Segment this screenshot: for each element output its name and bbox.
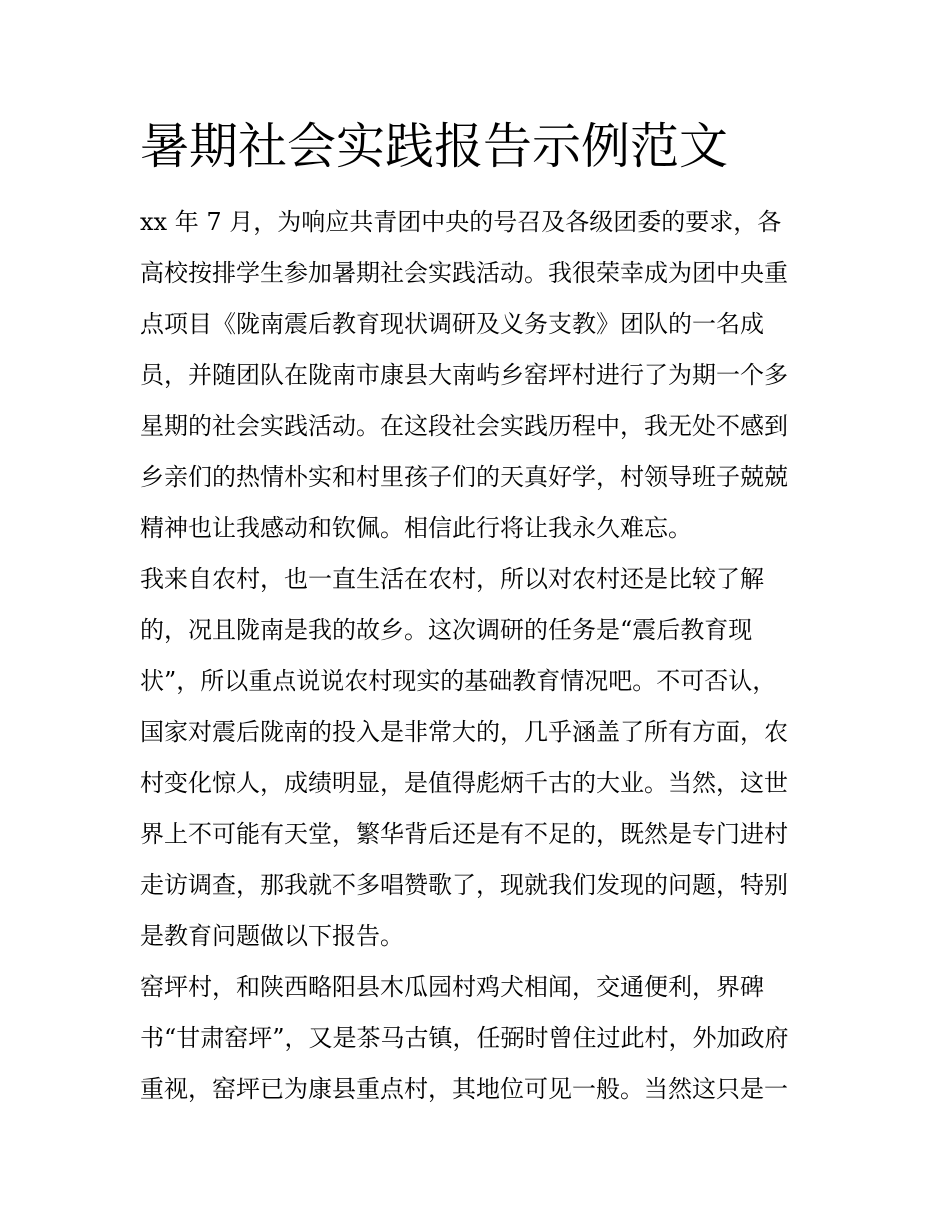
body-line: 书“甘肃窑坪”，又是茶马古镇，任弼时曾住过此村，外加政府 bbox=[140, 1024, 789, 1052]
body-line: 村变化惊人，成绩明显，是值得彪炳千古的大业。当然，这世 bbox=[140, 769, 788, 797]
body-line: 高校按排学生参加暑期社会实践活动。我很荣幸成为团中央重 bbox=[140, 259, 788, 287]
document-body bbox=[140, 197, 820, 1115]
document-title: 暑期社会实践报告示例范文 bbox=[140, 118, 729, 175]
body-line: 是教育问题做以下报告。 bbox=[140, 922, 404, 950]
body-line: 走访调查，那我就不多唱赞歌了，现就我们发现的问题，特别 bbox=[140, 871, 788, 899]
body-line: 乡亲们的热情朴实和村里孩子们的天真好学，村领导班子兢兢 bbox=[140, 463, 788, 491]
body-line: 我来自农村，也一直生活在农村，所以对农村还是比较了解 bbox=[140, 565, 764, 593]
body-line: 员，并随团队在陇南市康县大南屿乡窑坪村进行了为期一个多 bbox=[140, 361, 788, 389]
body-line: 的，况且陇南是我的故乡。这次调研的任务是“震后教育现 bbox=[140, 616, 753, 644]
body-line: 界上不可能有天堂，繁华背后还是有不足的，既然是专门进村 bbox=[140, 820, 788, 848]
body-line: 国家对震后陇南的投入是非常大的，几乎涵盖了所有方面，农 bbox=[140, 718, 788, 746]
body-line: 星期的社会实践活动。在这段社会实践历程中，我无处不感到 bbox=[140, 412, 788, 440]
body-line: 重视，窑坪已为康县重点村，其地位可见一般。当然这只是一 bbox=[140, 1075, 788, 1103]
body-line: 状”，所以重点说说农村现实的基础教育情况吧。不可否认， bbox=[140, 667, 777, 695]
body-line: 精神也让我感动和钦佩。相信此行将让我永久难忘。 bbox=[140, 514, 692, 542]
body-line: 窑坪村，和陕西略阳县木瓜园村鸡犬相闻，交通便利，界碑 bbox=[140, 973, 764, 1001]
body-line: xx 年 7 月，为响应共青团中央的号召及各级团委的要求，各 bbox=[140, 208, 782, 236]
body-line: 点项目《陇南震后教育现状调研及义务支教》团队的一名成 bbox=[140, 310, 764, 338]
